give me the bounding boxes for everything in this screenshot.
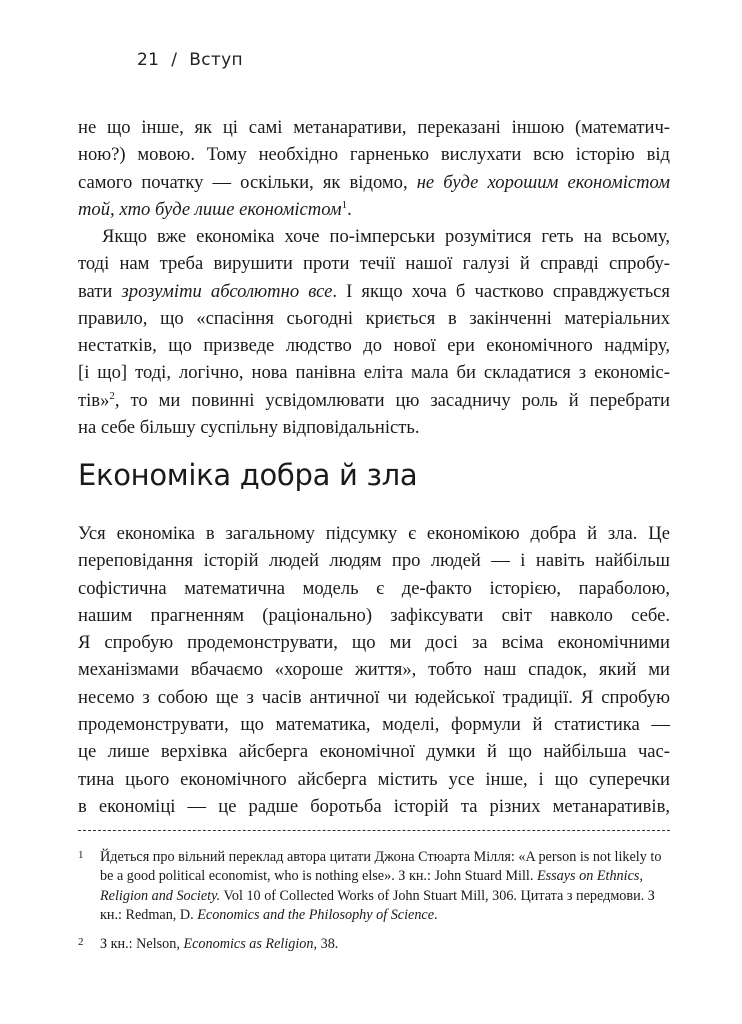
section-heading: Економіка добра й зла [78,458,418,492]
footnote-1-text-e: . [434,907,438,924]
para3-line-3: софістична математична модель є де-факто історією, параболою, [78,577,670,599]
para1-line-4 [78,196,670,223]
footnote-2 [78,935,670,954]
footnote-1-title-1: Essays on Ethnics, Religion and Society. [100,868,643,904]
para3-line-1: Уся економіка в загальному підсумку є економікою добра й зла. Це [78,523,670,544]
para1-line-4-italic: той, хто буде лише економістом [78,198,342,220]
para1-line-1: не що інше, як ці самі метанаративи, переказані іншою (математич- [78,117,670,138]
page-number: 21 [137,50,160,70]
footnote-1-number: 1 [78,849,84,861]
para3-line-5: Я спробую продемонструвати, що ми досі за всіма економічними [78,632,670,654]
para2-line-5: нестатків, що призведе людство до нової ери економічного надміру, [78,335,670,357]
section-title: Вступ [189,50,243,70]
para2-line-1: Якщо вже економіка хоче по-імперськи розумітися геть на всьому, [102,226,670,247]
footnote-2-title: Economics as Religion [183,935,314,952]
para3-line-7: несемо з собою ще з часів античної чи юдейської традиції. Я спробую [78,686,670,708]
paragraph-1 [78,114,670,223]
para2-line-8: на себе більшу суспільну відповідальність. [78,417,420,439]
footnote-ref-1[interactable]: 1 [341,198,348,211]
para3-line-8: продемонструвати, що математика, моделі, формули й статистика — [78,714,670,736]
para1-line-4-end: . [347,198,352,220]
footnote-1-title-2: Economics and the Philosophy of Science [197,907,435,924]
para3-line-9: це лише верхівка айсберга економічної думки й що найбільша час- [78,741,670,763]
footnote-1-text-c: Vol 10 of Collected Works of John Stuart Mill, 306. Цитата з передмови. З кн.: Redman, D. [100,887,655,924]
para3-line-11: в економіці — це радше боротьба історій та різних метанаративів, [78,795,670,817]
para2-line-6: [і що] тоді, логічно, нова панівна еліта мала би складатися з економіс- [78,362,670,384]
header-separator: / [171,50,178,70]
para3-line-6: механізмами вбачаємо «хороше життя», тобто наш спадок, який ми [78,659,670,681]
paragraph-2 [78,223,670,441]
para2-line-3-a: вати [78,280,122,302]
para1-line-3-text: самого початку — оскільки, як відомо, [78,171,417,193]
footnote-2-text-a: З кн.: Nelson, [100,935,184,952]
para1-line-3-italic: не буде хорошим економістом [416,171,671,193]
footnote-ref-2[interactable]: 2 [109,389,115,402]
para2-line-7-b: , то ми повинні усвідомлювати цю засадничу роль й перебрати [114,389,670,411]
footnote-2-number: 2 [78,935,84,948]
running-header [137,50,243,70]
footnote-1-text-a: Йдеться про вільний переклад автора цитати Джона Стюарта Мілля: «A person is not likely to be a good political economist, who is nothing else». З кн.: John Stuard Mill. [100,849,662,885]
para1-line-3 [78,169,670,196]
para2-line-4: правило, що «спасіння сьогодні криється в закінченні матеріальних [78,307,670,329]
footnote-divider [78,830,670,831]
footnote-1 [78,848,670,926]
para2-line-7-a: тів» [78,389,110,411]
para2-line-3-c: . І якщо хоча б частково справджується [332,280,670,302]
paragraph-3 [78,520,670,820]
para1-line-2: ною?) мовою. Тому необхідно гарненько вислухати всю історію від [78,144,670,166]
footnote-2-text-c: , 38. [313,935,339,952]
para2-line-7 [78,387,670,414]
para2-line-3 [78,278,670,305]
para3-line-10: тина цього економічного айсберга містить усе інше, і що суперечки [78,768,670,790]
para2-line-2: тоді нам треба вирушити проти течії нашої галузі й справді спробу- [78,253,670,275]
para2-line-3-italic: зрозуміти абсолютно все [121,280,333,302]
para3-line-2: переповідання історій людей людям про людей — і навіть найбільш [78,550,670,572]
footnotes [78,848,670,963]
para3-line-4: нашим прагненням (раціонально) зафіксувати світ навколо себе. [78,604,670,626]
